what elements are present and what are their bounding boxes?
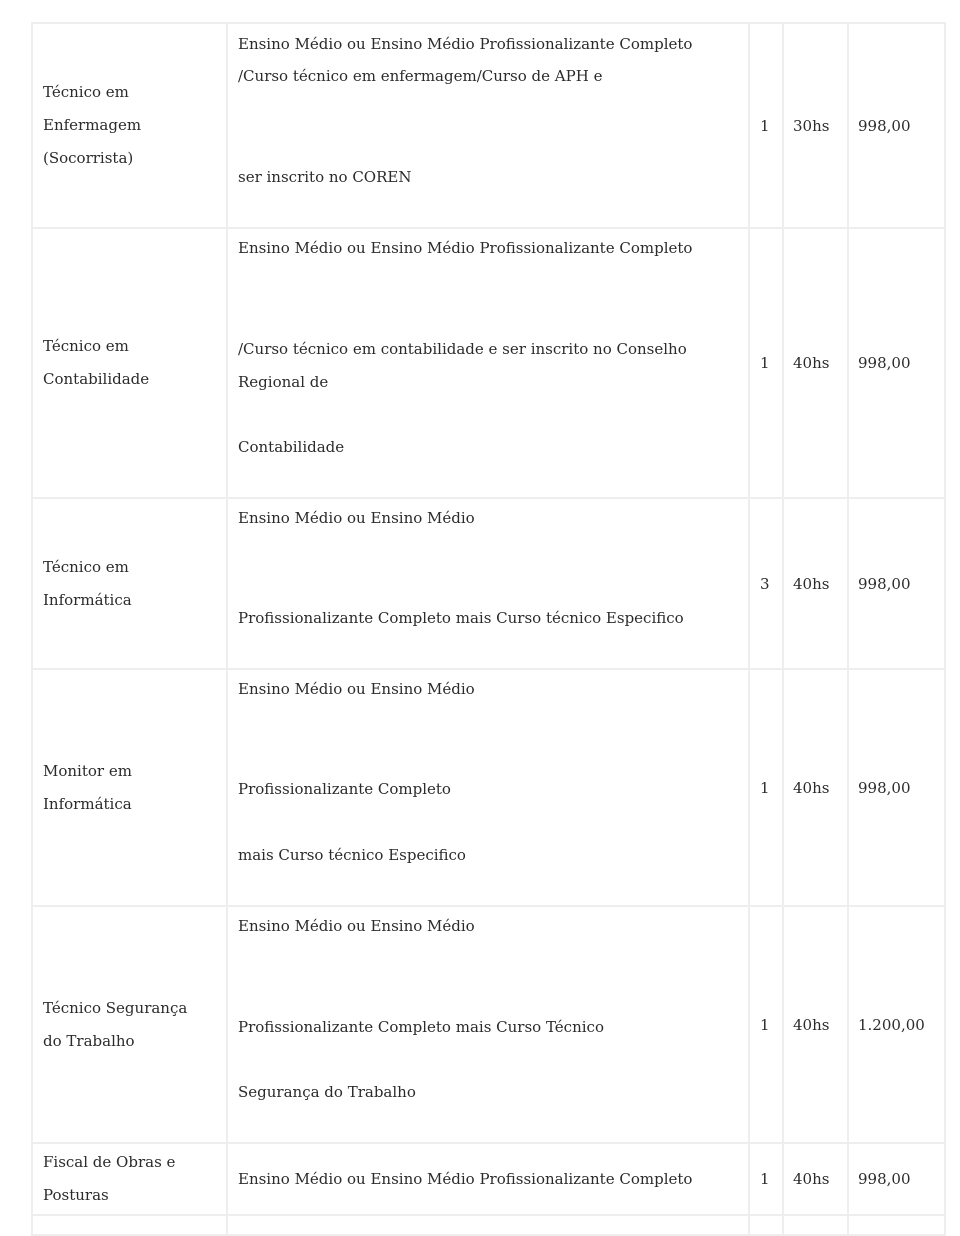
hours-cell: 40hs <box>783 228 848 498</box>
salary-cell: 998,00 <box>848 669 945 906</box>
requirement-line: Ensino Médio ou Ensino Médio <box>238 917 475 935</box>
requirement-line: Regional de <box>238 373 329 391</box>
role-line: do Trabalho <box>43 1031 135 1050</box>
role-line: Técnico em <box>43 337 129 355</box>
requirement-line: Ensino Médio ou Ensino Médio <box>238 509 475 527</box>
requirement-line: Segurança do Trabalho <box>238 1083 416 1101</box>
role-cell <box>32 498 227 669</box>
table-row <box>32 498 945 669</box>
requirement-line: /Curso técnico em enfermagem/Curso de APH e <box>238 67 603 85</box>
empty-cell <box>783 1215 848 1235</box>
requirements-cell <box>227 906 749 1143</box>
role-cell <box>32 228 227 498</box>
requirements-cell <box>227 23 749 228</box>
job-positions-table <box>31 22 946 1236</box>
role-line: Informática <box>43 590 132 609</box>
hours-cell: 40hs <box>783 906 848 1143</box>
table-row <box>32 228 945 498</box>
role-line: Técnico Segurança <box>43 998 188 1017</box>
table-row <box>32 23 945 228</box>
empty-cell <box>227 1215 749 1235</box>
vacancies-cell: 1 <box>749 906 783 1143</box>
requirement-line: Contabilidade <box>238 438 345 456</box>
role-cell <box>32 23 227 228</box>
requirement-line: Ensino Médio ou Ensino Médio Profissionalizante Completo <box>238 1170 693 1188</box>
vacancies-cell: 1 <box>749 228 783 498</box>
role-line: Fiscal de Obras e <box>43 1153 176 1171</box>
salary-cell: 998,00 <box>848 228 945 498</box>
salary-cell: 998,00 <box>848 498 945 669</box>
requirement-line: mais Curso técnico Especifico <box>238 846 466 864</box>
hours-cell: 40hs <box>783 498 848 669</box>
hours-cell: 40hs <box>783 669 848 906</box>
role-line: (Socorrista) <box>43 149 134 167</box>
vacancies-cell: 1 <box>749 1143 783 1215</box>
requirement-line: ser inscrito no COREN <box>238 168 412 186</box>
requirement-line: Ensino Médio ou Ensino Médio Profissionalizante Completo <box>238 35 693 53</box>
table-row <box>32 1143 945 1215</box>
empty-cell <box>848 1215 945 1235</box>
requirements-cell <box>227 1143 749 1215</box>
salary-cell: 998,00 <box>848 1143 945 1215</box>
role-line: Monitor em <box>43 761 132 780</box>
table-row <box>32 669 945 906</box>
empty-cell <box>32 1215 227 1235</box>
table-row <box>32 906 945 1143</box>
requirement-line: Profissionalizante Completo mais Curso técnico Especifico <box>238 609 684 627</box>
requirement-line: Profissionalizante Completo mais Curso Técnico <box>238 1018 604 1036</box>
requirements-cell <box>227 498 749 669</box>
role-line: Informática <box>43 794 132 813</box>
requirement-line: Ensino Médio ou Ensino Médio <box>238 680 475 698</box>
hours-cell: 30hs <box>783 23 848 228</box>
vacancies-cell: 1 <box>749 23 783 228</box>
requirements-cell <box>227 669 749 906</box>
hours-cell: 40hs <box>783 1143 848 1215</box>
salary-cell: 998,00 <box>848 23 945 228</box>
role-line: Posturas <box>43 1186 109 1204</box>
role-cell <box>32 1143 227 1215</box>
table-row-partial <box>32 1215 945 1235</box>
salary-cell: 1.200,00 <box>848 906 945 1143</box>
requirement-line: Ensino Médio ou Ensino Médio Profissionalizante Completo <box>238 239 693 257</box>
role-cell <box>32 669 227 906</box>
role-cell <box>32 906 227 1143</box>
role-line: Contabilidade <box>43 370 150 388</box>
role-line: Técnico em <box>43 83 129 101</box>
role-line: Técnico em <box>43 557 129 576</box>
empty-cell <box>749 1215 783 1235</box>
role-line: Enfermagem <box>43 116 142 134</box>
requirement-line: Profissionalizante Completo <box>238 780 451 798</box>
requirement-line: /Curso técnico em contabilidade e ser inscrito no Conselho <box>238 340 687 358</box>
vacancies-cell: 3 <box>749 498 783 669</box>
vacancies-cell: 1 <box>749 669 783 906</box>
requirements-cell <box>227 228 749 498</box>
